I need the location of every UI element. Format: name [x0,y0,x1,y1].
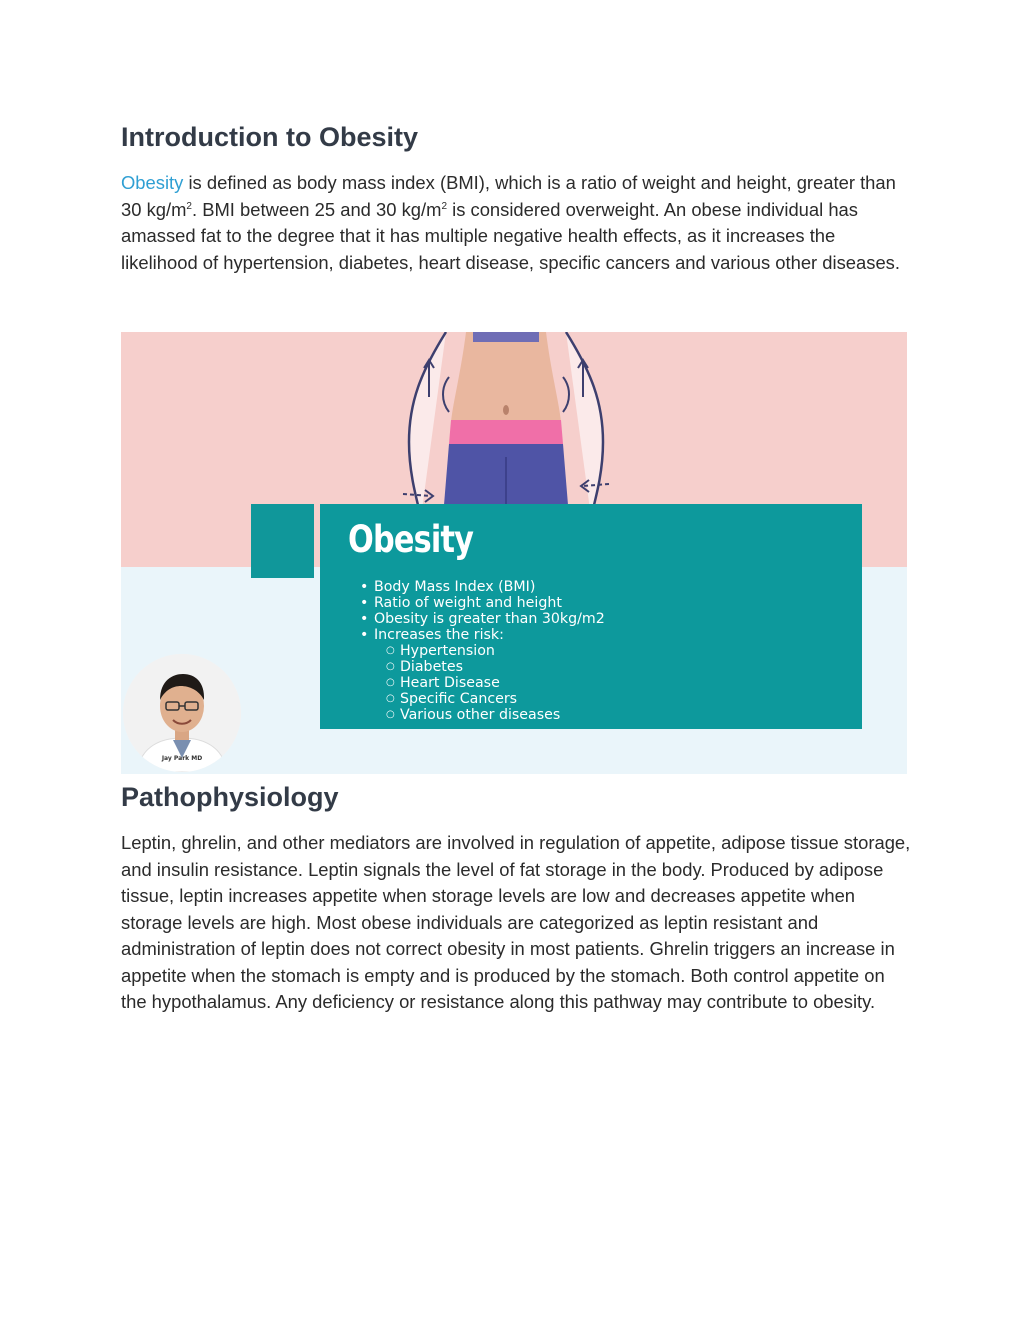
section-title-introduction: Introduction to Obesity [121,122,418,152]
obesity-figure [121,332,907,774]
avatar [123,654,241,772]
card-title: Obesity [348,518,474,561]
intro-paragraph [121,170,911,276]
card-bullet-risk [360,627,605,723]
risk-item: ○ Specific Cancers [386,691,605,707]
risk-item: ○ Hypertension [386,643,605,659]
risk-item: ○ Various other diseases [386,707,605,723]
intro-text-b: . BMI between 25 and 30 kg/m [191,198,442,220]
obesity-link[interactable]: Obesity [121,172,184,193]
superscript-a: 2 [186,200,192,212]
risk-item: ○ Diabetes [386,659,605,675]
card-bullet: • Ratio of weight and height [360,595,605,611]
risk-sub-list [374,643,605,723]
risk-item: ○ Heart Disease [386,675,605,691]
intro-text-c: is considered overweight. An obese individual has amassed fat to the degree that it has multiple negative health effects, as it increases the likelihood of hypertension, diabetes, heart disease, specific cancers and various other diseases. [121,198,900,273]
obesity-info-card [320,504,862,729]
avatar-label: Jay Park MD [161,755,203,762]
pathophysiology-paragraph: Leptin, ghrelin, and other mediators are involved in regulation of appetite, adipose tissue storage, and insulin resistance. Leptin signals the level of fat storage in the body. Produced by adipose tissue, leptin increases appetite when storage levels are low and decreases appetite when storage levels are high. Most obese individuals are categorized as leptin resistant and administration of leptin does not correct obesity in most patients. Ghrelin triggers an increase in appetite when the stomach is empty and is produced by the stomach. Both control appetite on the hypothalamus. Any deficiency or resistance along this pathway may contribute to obesity. [121,832,911,1012]
section-title-pathophysiology: Pathophysiology [121,782,339,812]
intro-text-a: is defined as body mass index (BMI), which is a ratio of weight and height, greater than 30 kg/m [121,172,896,220]
card-bullet-risk-label: Increases the risk: [374,627,504,643]
card-bullet: • Obesity is greater than 30kg/m2 [360,611,605,627]
card-bullet: • Body Mass Index (BMI) [360,579,605,595]
teal-accent-square [251,504,314,578]
torso-illustration [391,332,621,517]
card-bullet-list [360,579,605,723]
superscript-b: 2 [441,200,447,212]
